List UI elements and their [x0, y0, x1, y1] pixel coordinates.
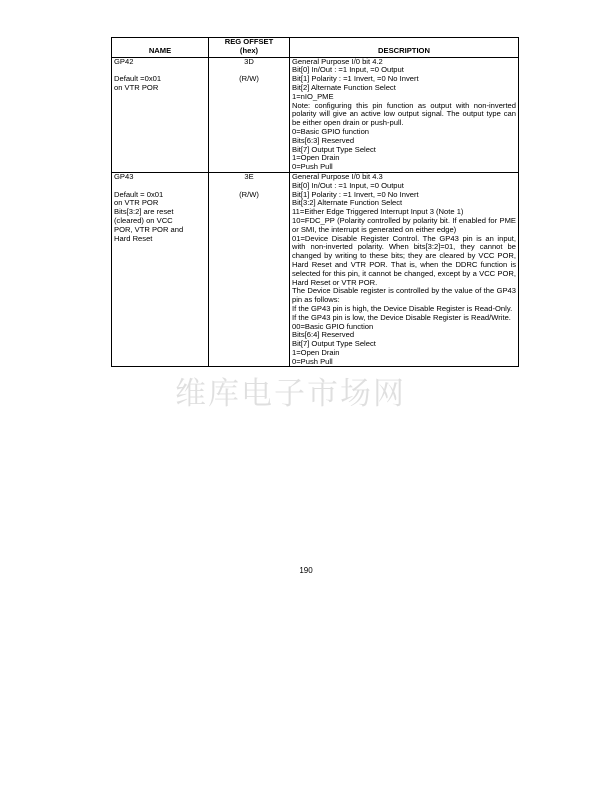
desc-line: Bit[0] In/Out : =1 Input, =0 Output [292, 180, 404, 190]
header-reg-offset-line1: REG OFFSET [224, 37, 274, 46]
register-name: GP42 [114, 56, 134, 66]
reg-offset: 3E [244, 171, 254, 181]
register-table [111, 37, 519, 367]
name-note-line: Default =0x01 [114, 74, 162, 84]
register-name: GP43 [114, 171, 134, 181]
desc-line: 01=Device Disable Register Control. The GP43 pin is an input, with non-inverted polarity. When bits[3:2]=01, they cannot be changed by writing to these bits; they are cleared by VCC POR, Hard Reset and VTR POR. That is, when the DDRC function is selected for this pin, it cannot be changed, except by a VCC POR, Hard Reset or VTR POR. [292, 233, 516, 287]
desc-line: If the GP43 pin is high, the Device Disable Register is Read-Only. [292, 303, 513, 313]
table-row [112, 172, 519, 367]
header-row [112, 38, 519, 58]
description-cell [290, 172, 519, 367]
desc-line: Bit[7] Output Type Select [292, 144, 376, 154]
desc-line: Note: configuring this pin function as output with non-inverted polarity will give an active low output signal. The output type can be either open drain or push-pull. [292, 100, 516, 128]
name-note-line: POR, VTR POR and [114, 224, 184, 234]
name-cell [112, 172, 209, 367]
desc-line: 11=Either Edge Triggered Interrupt Input 3 (Note 1) [292, 207, 464, 217]
desc-line: Bit[7] Output Type Select [292, 339, 376, 349]
offset-cell [209, 57, 290, 172]
name-note-line: Bits[3:2] are reset [114, 207, 174, 217]
desc-line: Bits[6:4] Reserved [292, 330, 355, 340]
header-reg-offset [209, 38, 290, 58]
header-name: NAME [112, 38, 209, 58]
name-note-line: on VTR POR [114, 82, 159, 92]
header-reg-offset-line2: (hex) [239, 45, 259, 55]
name-note-line: Hard Reset [114, 233, 153, 243]
offset-cell [209, 172, 290, 367]
description-cell [290, 57, 519, 172]
desc-line: Bit[1] Polarity : =1 Invert, =0 No Invert [292, 189, 419, 199]
desc-line: 1=Open Drain [292, 153, 340, 163]
desc-line: 0=Basic GPIO function [292, 126, 370, 136]
desc-line: 10=FDC_PP (Polarity controlled by polarity bit. If enabled for PME or SMI, the interrupt is generated on either edge) [292, 215, 516, 234]
desc-line: 0=Push Pull [292, 162, 333, 172]
desc-line: Bit[2] Alternate Function Select [292, 82, 396, 92]
access-type: (R/W) [239, 74, 259, 84]
page-number: 190 [299, 566, 313, 575]
desc-line: 00=Basic GPIO function [292, 321, 374, 331]
desc-line: The Device Disable register is controlled by the value of the GP43 pin as follows: [292, 286, 516, 305]
desc-line: General Purpose I/0 bit 4.2 [292, 56, 383, 66]
name-note-line: on VTR POR [114, 198, 159, 208]
header-description: DESCRIPTION [290, 38, 519, 58]
desc-line: Bit[3:2] Alternate Function Select [292, 198, 403, 208]
reg-offset: 3D [244, 56, 254, 66]
access-type: (R/W) [239, 189, 259, 199]
watermark: 维库电子市场网 [175, 376, 406, 412]
table-row [112, 57, 519, 172]
desc-line: General Purpose I/0 bit 4.3 [292, 171, 383, 181]
desc-line: Bit[1] Polarity : =1 Invert, =0 No Invert [292, 74, 419, 84]
desc-line: Bits[6:3] Reserved [292, 135, 355, 145]
desc-line: 1=Open Drain [292, 347, 340, 357]
desc-line: Bit[0] In/Out : =1 Input, =0 Output [292, 65, 404, 75]
name-cell [112, 57, 209, 172]
name-note-line: Default = 0x01 [114, 189, 164, 199]
desc-line: 1=nIO_PME [292, 91, 334, 101]
desc-line: 0=Push Pull [292, 356, 333, 366]
name-note-line: (cleared) on VCC [114, 215, 173, 225]
desc-line: If the GP43 pin is low, the Device Disable Register is Read/Write. [292, 312, 511, 322]
